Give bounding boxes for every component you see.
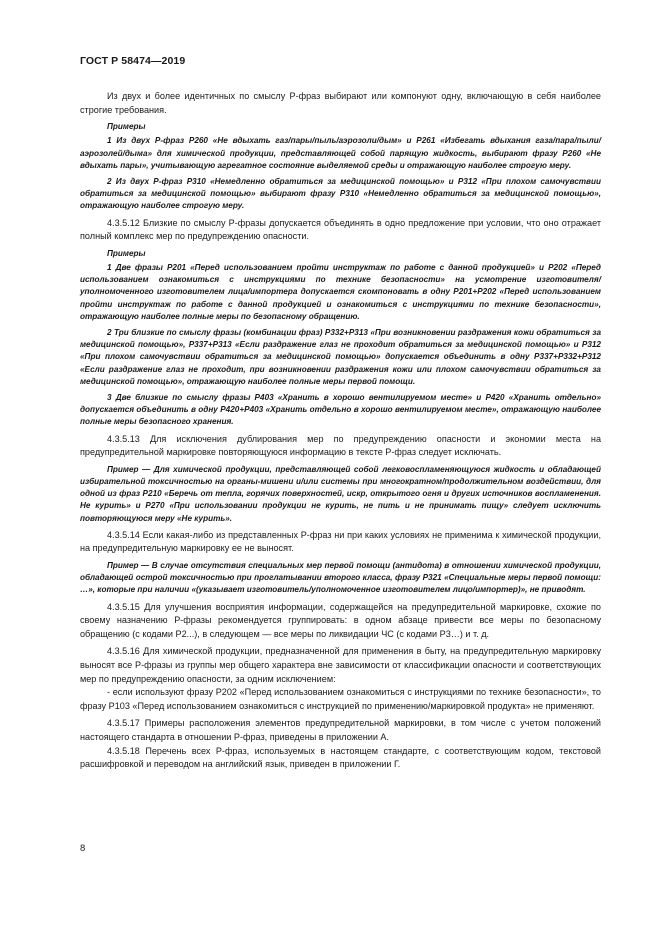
list-item: - если используют фразу Р202 «Перед использованием ознакомиться с инструкциями по технике безопасности», то фразу Р103 «Перед использованием ознакомиться с инструкцией по применению/маркировкой продукта» не применяют. (80, 687, 601, 711)
example-text: 2 Из двух Р-фраз Р310 «Немедленно обратиться за медицинской помощью» и Р312 «При плохом самочувствии обратиться за медицинской помощью» выбирают фразу Р310 «Немедленно обратиться за медицинской помощью», отражающую наиболее строгую меру. (80, 177, 601, 211)
page-body (80, 90, 601, 776)
example-text: 3 Две близкие по смыслу фразы Р403 «Хранить в хорошо вентилируемом месте» и Р420 «Хранить отдельно» допускается объединить в одну Р420+Р403 «Хранить отдельно в хорошо вентилируемом месте», отражающую наиболее полные меры безопасного хранения. (80, 393, 601, 427)
paragraph: 4.3.5.14 Если какая-либо из представленных Р-фраз ни при каких условиях не применима к химической продукции, на предупредительную маркировку ее не выносят. (80, 529, 601, 554)
paragraph: Из двух и более идентичных по смыслу Р-фраз выбирают или компонуют одну, включающую в себя наиболее строгие требования. (80, 91, 601, 115)
example-text: 1 Из двух Р-фраз Р260 «Не вдыхать газ/пары/пыль/аэрозоли/дым» и Р261 «Избегать вдыхания газа/пара/пыли/аэрозолей/дыма» для химической продукции, представляющей собой парящую жидкость, выбирают фразу Р260 «Не вдыхать пары», учитывающую агрегатное состояние выделяемой среды и отражающую наиболее строгую меру. (80, 136, 601, 170)
document-header: ГОСТ Р 58474—2019 (80, 55, 186, 67)
example-text: Пример — Для химической продукции, представляющей собой легковоспламеняющуюся жидкость и обладающей избирательной токсичностью на органы-мишени и/или системы при многократном/продолжительном воздействии, для одной из фраз Р210 «Беречь от тепла, горячих поверхностей, искр, открытого огня и других источников воспламенения. Не курить» и Р270 «При использовании продукции не курить, не пить и не принимать пищу» следует исключить повторяющуюся меру «Не курить». (80, 464, 601, 523)
paragraph: 4.3.5.12 Близкие по смыслу Р-фразы допускается объединять в одно предложение при условии, что оно отражает полный комплекс мер по предупреждению опасности. (80, 217, 601, 242)
example-text: Пример — В случае отсутствия специальных мер первой помощи (антидота) в отношении химической продукции, обладающей острой токсичностью при проглатывании второго класса, фразу Р321 «Специальные меры первой помощи: …», которые при наличии «(указывает изготовитель/уполномоченное изготовителем лицо/импортер)», не приводят. (80, 561, 601, 595)
examples-heading: Примеры (107, 248, 146, 258)
paragraph: 4.3.5.16 Для химической продукции, предназначенной для применения в быту, на предупредительную маркировку выносят все Р-фразы из группы мер общего характера вне зависимости от классификации опасности и соответствующих мер по предупреждению опасности, за одним исключением: (80, 646, 601, 684)
paragraph: 4.3.5.13 Для исключения дублирования мер по предупреждению опасности и экономии места на предупредительной маркировке повторяющуюся информацию в тексте Р-фраз следует исключать. (80, 433, 601, 458)
example-text: 2 Три близкие по смыслу фразы (комбинации фраз) Р332+Р313 «При возникновении раздражения кожи обратиться за медицинской помощью», Р337+Р313 «Если раздражение глаз не проходит обратиться за медицинской помощью» и Р312 «При плохом самочувствии обратиться за медицинской помощью» допускается объединить в одну Р337+Р332+Р312 «Если раздражение глаз не проходит, при возникновении раздражения кожи или плохом самочувствии обратиться за медицинской помощью», отражающую наиболее полные меры первой помощи. (80, 328, 601, 386)
page-number: 8 (80, 843, 86, 854)
paragraph: 4.3.5.17 Примеры расположения элементов предупредительной маркировки, в том числе с учетом положений настоящего стандарта в отношении Р-фраз, приведены в приложении А. (80, 718, 601, 742)
paragraph: 4.3.5.18 Перечень всех Р-фраз, используемых в настоящем стандарте, с соответствующим кодом, текстовой расшифровкой и переводом на английский язык, приведен в приложении Г. (80, 745, 601, 770)
paragraph: 4.3.5.15 Для улучшения восприятия информации, содержащейся на предупредительной маркировке, схожие по своему назначению Р-фразы рекомендуется группировать: в одном абзаце привести все меры по безопасному обращению (с кодами Р2...), в следующем — все меры по ликвидации ЧС (с кодами Р3…) и т. д. (80, 601, 601, 639)
examples-heading: Примеры (107, 122, 146, 132)
example-text: 1 Две фразы Р201 «Перед использованием пройти инструктаж по работе с данной продукцией» и Р202 «Перед использованием ознакомиться с инструкциями по технике безопасности» на усмотрение изготовителя/уполномоченного изготовителем лица/импортера допускается скомпоновать в одну Р201+Р202 «Перед использованием пройти инструктаж по работе с данной продукцией и ознакомиться с инструкциями по технике безопасности», отражающую наиболее полные меры по безопасному обращению. (80, 263, 601, 321)
